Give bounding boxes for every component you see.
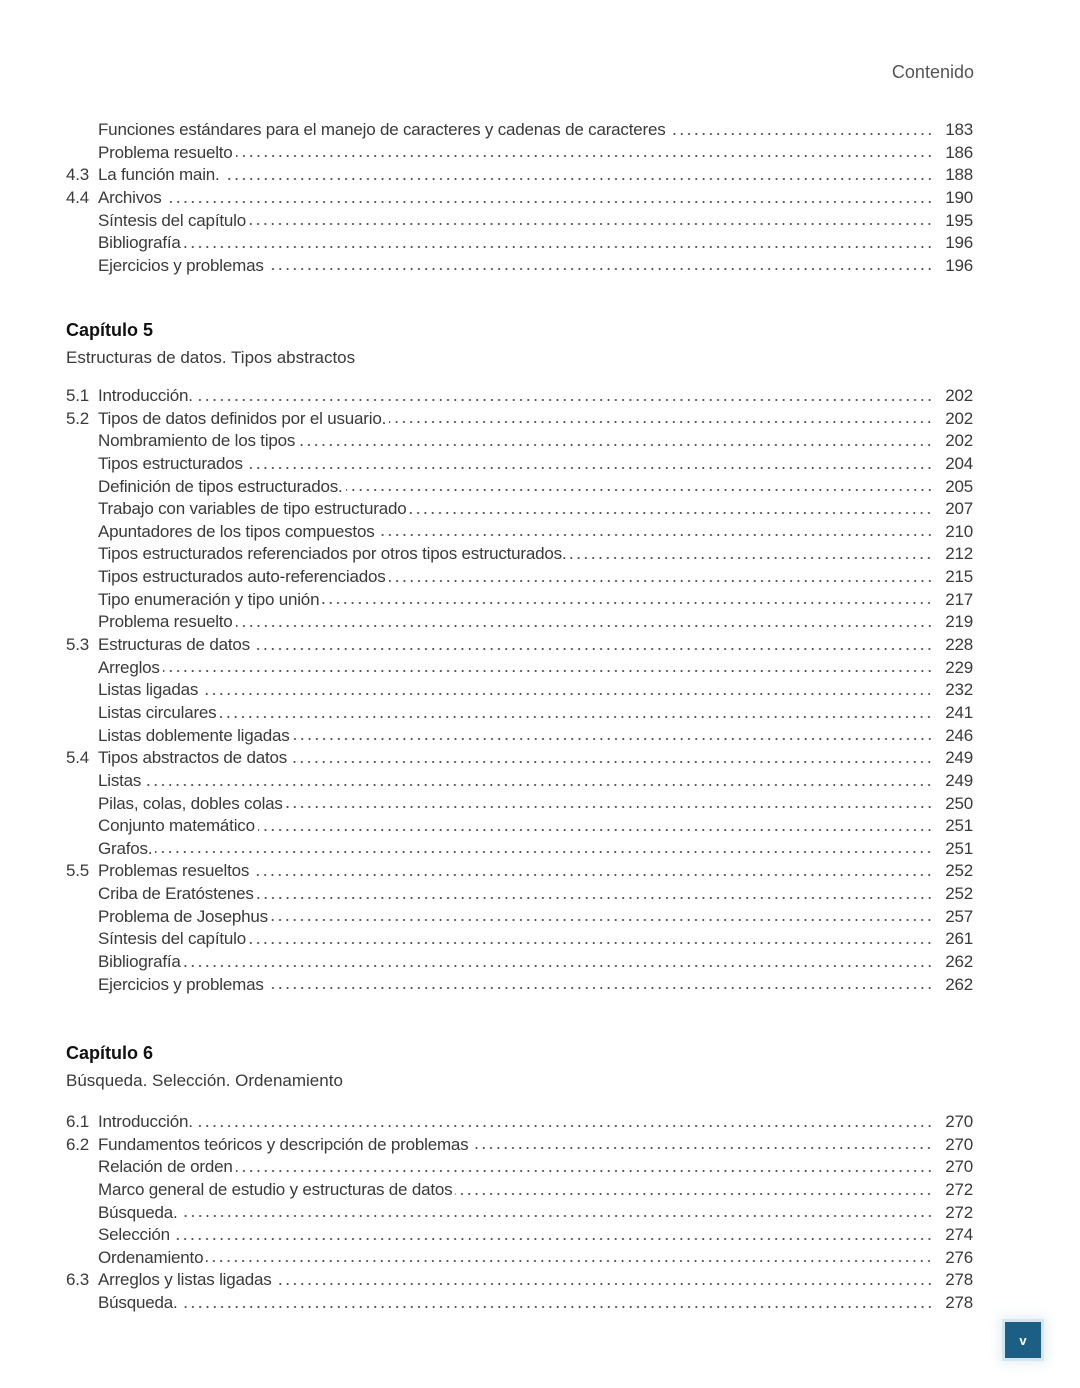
entry-title: Ejercicios y problemas [98,255,264,275]
section-number: 4.3 [66,165,90,185]
entry-title: Arreglos y listas ligadas [98,1270,272,1290]
toc-entry [66,1156,973,1179]
dot-leader [144,783,933,787]
entry-title: Problemas resueltos [98,861,250,881]
toc-entry [66,1292,973,1315]
entry-title: Problema resuelto [98,612,233,632]
toc-entry [66,974,973,997]
page-number: 232 [945,680,973,700]
page-number: 183 [945,120,973,139]
toc-entry [66,815,973,838]
page-number: 272 [945,1202,973,1222]
dot-leader [389,579,933,583]
page-number: 246 [945,725,973,745]
page-number: 217 [945,589,973,609]
page-number-badge: v [1005,1322,1041,1358]
dot-leader [267,267,933,271]
page-number: 196 [945,255,973,275]
entry-title: Funciones estándares para el manejo de caracteres y cadenas de caracteres [98,120,666,139]
entry-title: Problema de Josephus [98,906,268,926]
entry-title: Tipos de datos definidos por el usuario. [98,408,387,428]
dot-leader [569,556,933,560]
dot-leader [181,1305,934,1309]
page-number: 202 [945,431,973,451]
dot-leader [173,1237,933,1241]
entry-title: Relación de orden [98,1157,233,1177]
toc-entry [66,476,973,499]
page-number: 249 [945,748,973,768]
dot-leader [378,533,933,537]
page-number: 251 [945,838,973,858]
page-number: 190 [945,187,973,207]
toc-entry [66,1134,973,1157]
dot-leader [669,132,933,136]
toc-entry [66,521,973,544]
section-number: 5.5 [66,861,90,881]
toc-entry [66,1224,973,1247]
entry-title: Ordenamiento [98,1247,204,1267]
page-number: 257 [945,906,973,926]
page-number: 188 [945,165,973,185]
entry-title: Nombramiento de los tipos [98,431,296,451]
toc-entry [66,119,973,142]
entry-title: Tipo enumeración y tipo unión [98,589,320,609]
page-number: 274 [945,1225,973,1245]
chapter-subtitle: Búsqueda. Selección. Ordenamiento [66,1071,343,1090]
dot-leader [184,964,933,968]
dot-leader [346,488,933,492]
dot-leader [236,1169,933,1173]
page-number: 215 [945,567,973,587]
toc-entry [66,1179,973,1202]
entry-title: Definición de tipos estructurados. [98,476,343,496]
entry-title: Trabajo con variables de tipo estructurado [98,499,407,519]
entry-title: Introducción. [98,386,193,405]
entry-title: Síntesis del capítulo [98,210,246,230]
entry-title: Marco general de estudio y estructuras de datos [98,1179,453,1199]
page-number: 205 [945,476,973,496]
page-number: 270 [945,1112,973,1131]
entry-title: La función main. [98,165,220,185]
dot-leader [293,737,933,741]
toc-entry [66,187,973,210]
page-number: 251 [945,816,973,836]
toc-entry [66,385,973,408]
entry-title: Búsqueda. [98,1293,178,1313]
page-number: 204 [945,453,973,473]
entry-title: Grafos. [98,838,153,858]
page-number: 186 [945,142,973,162]
dot-leader [196,1124,933,1128]
page-number: 195 [945,210,973,230]
toc-entry [66,611,973,634]
toc-entry [66,634,973,657]
page-number: 219 [945,612,973,632]
dot-leader [253,647,933,651]
dot-leader [249,941,933,945]
dot-leader [155,850,933,854]
page-number: 252 [945,884,973,904]
entry-title: Tipos estructurados referenciados por otros tipos estructurados. [98,544,567,564]
entry-title: Apuntadores de los tipos compuestos [98,521,375,541]
page-number: 270 [945,1134,973,1154]
toc-entry [66,589,973,612]
toc-entry [66,142,973,165]
toc-entry [66,906,973,929]
entry-title: Conjunto matemático [98,816,255,836]
toc-entry [66,657,973,680]
toc-entry [66,430,973,453]
page-number: 252 [945,861,973,881]
toc-entry [66,453,973,476]
entry-title: Listas [98,770,142,790]
dot-leader [219,715,933,719]
section-number: 4.4 [66,187,90,207]
dot-leader [246,466,933,470]
entry-title: Problema resuelto [98,142,233,162]
toc-entry [66,1247,973,1270]
page-number: 241 [945,702,973,722]
chapter-title: Capítulo 6 [66,1043,154,1063]
dot-leader [249,222,933,226]
dot-leader [471,1146,933,1150]
dot-leader [181,1214,934,1218]
toc-entry [66,498,973,521]
entry-title: Listas doblemente ligadas [98,725,290,745]
toc-entry [66,770,973,793]
entry-title: Síntesis del capítulo [98,929,246,949]
dot-leader [409,511,933,515]
toc-entry [66,566,973,589]
page-number: 270 [945,1157,973,1177]
toc-entry [66,210,973,233]
section-number: 5.1 [66,386,90,405]
chapter-6-heading [66,1043,343,1091]
entry-title: Ejercicios y problemas [98,974,264,994]
entry-title: Pilas, colas, dobles colas [98,793,283,813]
page-number: 278 [945,1270,973,1290]
toc-entry [66,543,973,566]
entry-title: Arreglos [98,657,160,677]
toc-entry [66,408,973,431]
running-header: Contenido [891,62,974,82]
dot-leader [223,177,933,181]
entry-title: Bibliografía [98,233,181,253]
toc-entry [66,1111,973,1134]
toc-entry [66,928,973,951]
toc-entry [66,679,973,702]
dot-leader [236,154,933,158]
page-number: 207 [945,499,973,519]
dot-leader [322,601,933,605]
entry-title: Tipos estructurados [98,453,243,473]
section-number: 5.4 [66,748,90,768]
entry-title: Estructuras de datos [98,635,250,655]
section-number: 5.2 [66,408,90,428]
dot-leader [455,1192,933,1196]
dot-leader [257,896,933,900]
toc-entry [66,725,973,748]
section-number: 5.3 [66,635,90,655]
toc-entry [66,747,973,770]
page-number: 210 [945,521,973,541]
page-number: 262 [945,952,973,972]
dot-leader [206,1259,933,1263]
page-number: 229 [945,657,973,677]
dot-leader [236,624,933,628]
dot-leader [267,986,933,990]
page-number: 249 [945,770,973,790]
toc-entry [66,1269,973,1292]
entry-title: Listas ligadas [98,680,199,700]
entry-title: Bibliografía [98,952,181,972]
entry-title: Fundamentos teóricos y descripción de problemas [98,1134,469,1154]
toc-section-chapter-6 [66,1111,973,1315]
dot-leader [298,443,933,447]
toc-section-chapter-4-tail [66,119,973,277]
section-number: 6.3 [66,1270,90,1290]
page-number: 276 [945,1247,973,1267]
dot-leader [201,692,933,696]
chapter-subtitle: Estructuras de datos. Tipos abstractos [66,348,356,367]
dot-leader [252,873,933,877]
toc-entry [66,1202,973,1225]
entry-title: Introducción. [98,1112,193,1131]
toc-entry [66,793,973,816]
chapter-5-heading [66,320,355,368]
page-number: 202 [945,408,973,428]
page-number: 278 [945,1293,973,1313]
toc-entry [66,702,973,725]
dot-leader [286,805,933,809]
toc-entry [66,164,973,187]
toc-entry [66,255,973,278]
page-number: 212 [945,544,973,564]
dot-leader [196,398,933,402]
page-number: 272 [945,1179,973,1199]
entry-title: Tipos estructurados auto-referenciados [98,567,386,587]
entry-title: Criba de Eratóstenes [98,884,254,904]
dot-leader [275,1282,933,1286]
dot-leader [258,828,933,832]
toc-entry [66,838,973,861]
chapter-title: Capítulo 5 [66,320,154,340]
page-number: 261 [945,929,973,949]
entry-title: Búsqueda. [98,1202,178,1222]
page-number: 202 [945,386,973,405]
toc-entry [66,232,973,255]
toc-entry [66,883,973,906]
entry-title: Listas circulares [98,702,217,722]
toc-section-chapter-5 [66,385,973,996]
section-number: 6.2 [66,1134,90,1154]
entry-title: Archivos [98,187,162,207]
dot-leader [165,200,933,204]
section-number: 6.1 [66,1112,90,1131]
dot-leader [184,245,933,249]
toc-entry [66,951,973,974]
entry-title: Tipos abstractos de datos [98,748,288,768]
dot-leader [389,420,933,424]
page-number: 196 [945,233,973,253]
entry-title: Selección [98,1225,170,1245]
dot-leader [163,669,933,673]
page-number: 228 [945,635,973,655]
page-number: 262 [945,974,973,994]
dot-leader [271,918,933,922]
page-number: 250 [945,793,973,813]
dot-leader [290,760,933,764]
toc-entry [66,860,973,883]
